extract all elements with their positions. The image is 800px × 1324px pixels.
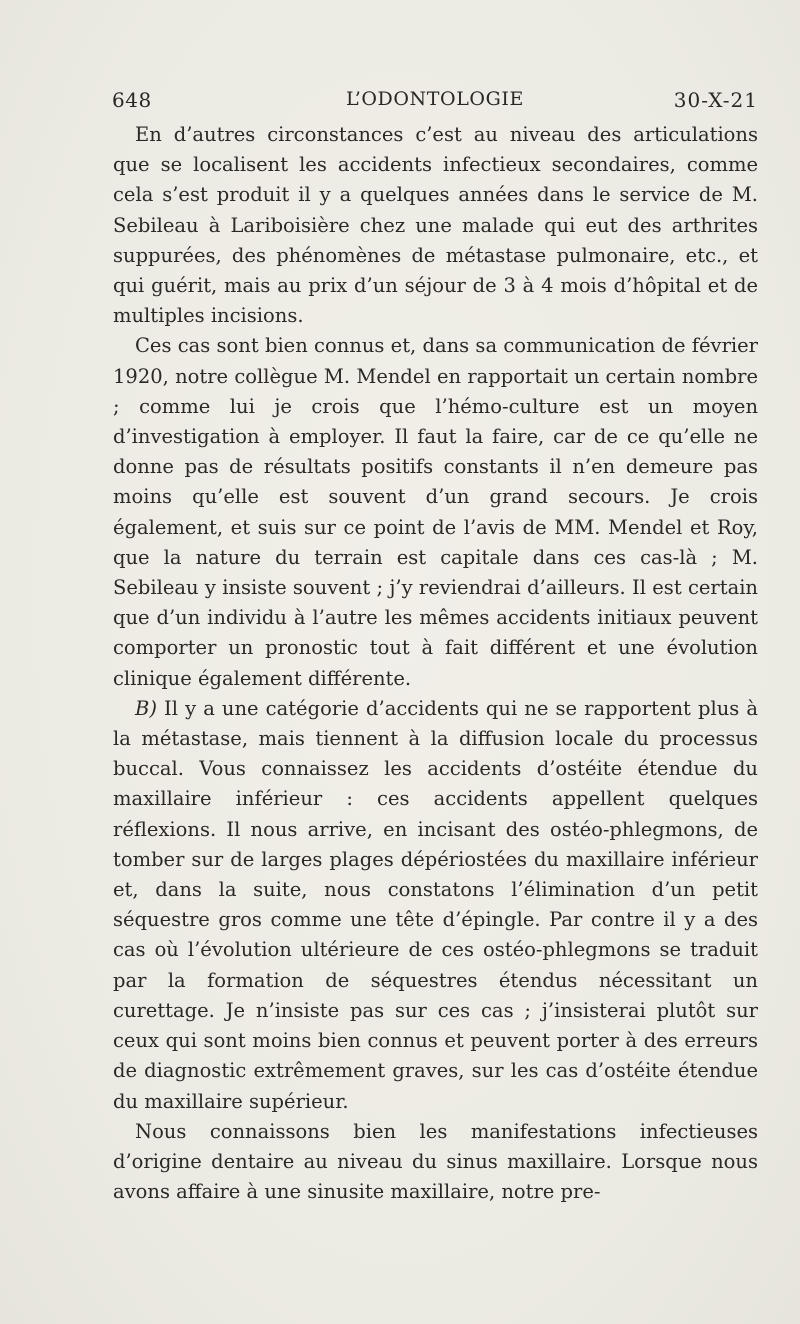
paragraph: En d’autres circonstances c’est au niveau des articulations que se localisent les accidents infectieux secondaires, comme cela s’est produit il y a quelques années dans le service de M. Sebileau à Lariboisière chez une malade qui eut des arthrites suppurées, des phénomènes de métastase pulmonaire, etc., et qui guérit, mais au prix d’un séjour de 3 à 4 mois d’hôpital et de multiples incisions. (113, 123, 758, 328)
paragraph: Ces cas sont bien connus et, dans sa communication de février 1920, notre collègue M. Mendel en rapportait un certain nombre ; comme lui je crois que l’hémo-culture est un moyen d’investigation à employer. Il faut la faire, car de ce qu’elle ne donne pas de résultats positifs constants il n’en demeure pas moins qu’elle est souvent d’un grand secours. Je crois également, et suis sur ce point de l’avis de MM. Mendel et Roy, que la nature du terrain est capitale dans ces cas-là ; M. Sebileau y insiste souvent ; j’y reviendrai d’ailleurs. Il est certain que d’un individu à l’autre les mêmes accidents initiaux peuvent comporter un pronostic tout à fait différent et une évolution clinique également différente. (113, 334, 758, 690)
paragraph-text: Il y a une catégorie d’accidents qui ne se rapportent plus à la métastase, mais tiennent à la diffusion locale du processus buccal. Vous connaissez les accidents d’ostéite étendue du maxillaire inférieur : ces accidents appellent quelques réflexions. Il nous arrive, en incisant des ostéo-phlegmons, de tomber sur de larges plages dépériostées du maxillaire inférieur et, dans la suite, nous constatons l’élimination d’un petit séquestre gros comme une tête d’épingle. Par contre il y a des cas où l’évolution ultérieure de ces ostéo-phlegmons se traduit par la formation de séquestres étendus nécessitant un curettage. Je n’insiste pas sur ces cas ; j’insisterai plutôt sur ceux qui sont moins bien connus et peuvent porter à des erreurs de diagnostic extrêmement graves, sur les cas d’ostéite étendue du maxillaire supérieur. (113, 696, 758, 1113)
paragraph (113, 694, 758, 1117)
running-header (112, 88, 758, 118)
issue-date: 30-X-21 (673, 88, 758, 112)
paragraph: Nous connaissons bien les manifestations infectieuses d’origine dentaire au niveau du sinus maxillaire. Lorsque nous avons affaire à une sinusite maxillaire, notre pre- (113, 1119, 758, 1204)
section-marker: B) (135, 696, 157, 720)
running-title: L’ODONTOLOGIE (346, 88, 524, 110)
body-text (113, 120, 758, 1207)
page-number: 648 (112, 88, 152, 112)
